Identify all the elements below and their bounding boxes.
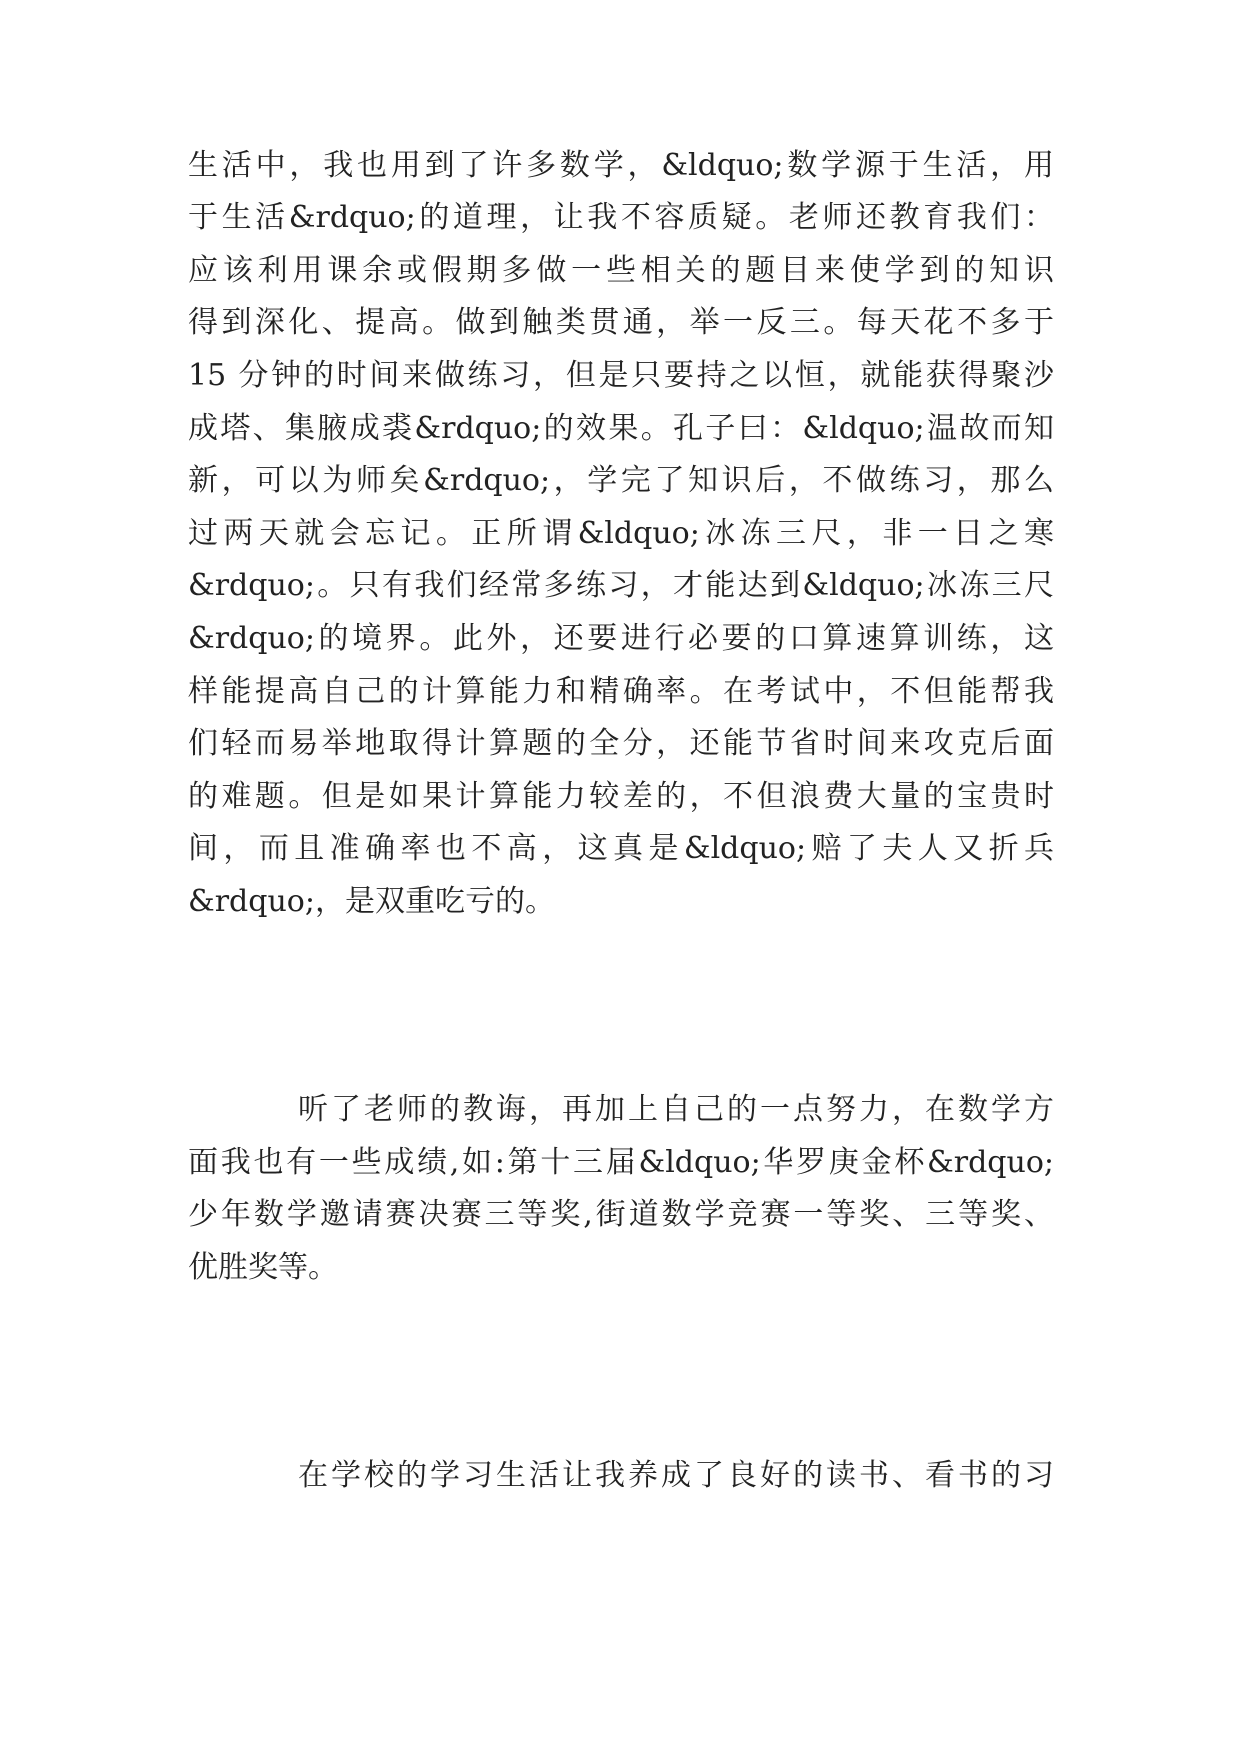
text-line: 在学校的学习生活让我养成了良好的读书、看书的习 bbox=[298, 1458, 1054, 1493]
text-line: 们轻而易举地取得计算题的全分，还能节省时间来攻克后面 bbox=[188, 726, 1054, 761]
text-line: &rdquo;，是双重吃亏的。 bbox=[188, 884, 555, 919]
text-line: 少年数学邀请赛决赛三等奖,街道数学竞赛一等奖、三等奖、 bbox=[188, 1197, 1054, 1232]
text-line: 新，可以为师矣&rdquo;，学完了知识后，不做练习，那么 bbox=[188, 463, 1054, 498]
text-line: 面我也有一些成绩,如:第十三届&ldquo;华罗庚金杯&rdquo; bbox=[188, 1145, 1054, 1180]
text-line: 间，而且准确率也不高，这真是&ldquo;赔了夫人又折兵 bbox=[188, 831, 1054, 866]
text-line: 15 分钟的时间来做练习，但是只要持之以恒，就能获得聚沙 bbox=[188, 358, 1054, 393]
text-line: 于生活&rdquo;的道理，让我不容质疑。老师还教育我们： bbox=[188, 200, 1054, 235]
text-line: &rdquo;的境界。此外，还要进行必要的口算速算训练，这 bbox=[188, 621, 1054, 656]
text-line: 生活中，我也用到了许多数学，&ldquo;数学源于生活，用 bbox=[188, 148, 1054, 183]
text-line: 样能提高自己的计算能力和精确率。在考试中，不但能帮我 bbox=[188, 674, 1054, 709]
text-line: 优胜奖等。 bbox=[188, 1250, 338, 1285]
text-line: 得到深化、提高。做到触类贯通，举一反三。每天花不多于 bbox=[188, 305, 1054, 340]
text-line: 应该利用课余或假期多做一些相关的题目来使学到的知识 bbox=[188, 253, 1054, 288]
text-line: 的难题。但是如果计算能力较差的，不但浪费大量的宝贵时 bbox=[188, 779, 1054, 814]
text-line: 听了老师的教诲，再加上自己的一点努力，在数学方 bbox=[298, 1092, 1054, 1127]
text-line: &rdquo;。只有我们经常多练习，才能达到&ldquo;冰冻三尺 bbox=[188, 568, 1054, 603]
text-line: 过两天就会忘记。正所谓&ldquo;冰冻三尺，非一日之寒 bbox=[188, 516, 1054, 551]
text-line: 成塔、集腋成裘&rdquo;的效果。孔子曰：&ldquo;温故而知 bbox=[188, 411, 1054, 446]
